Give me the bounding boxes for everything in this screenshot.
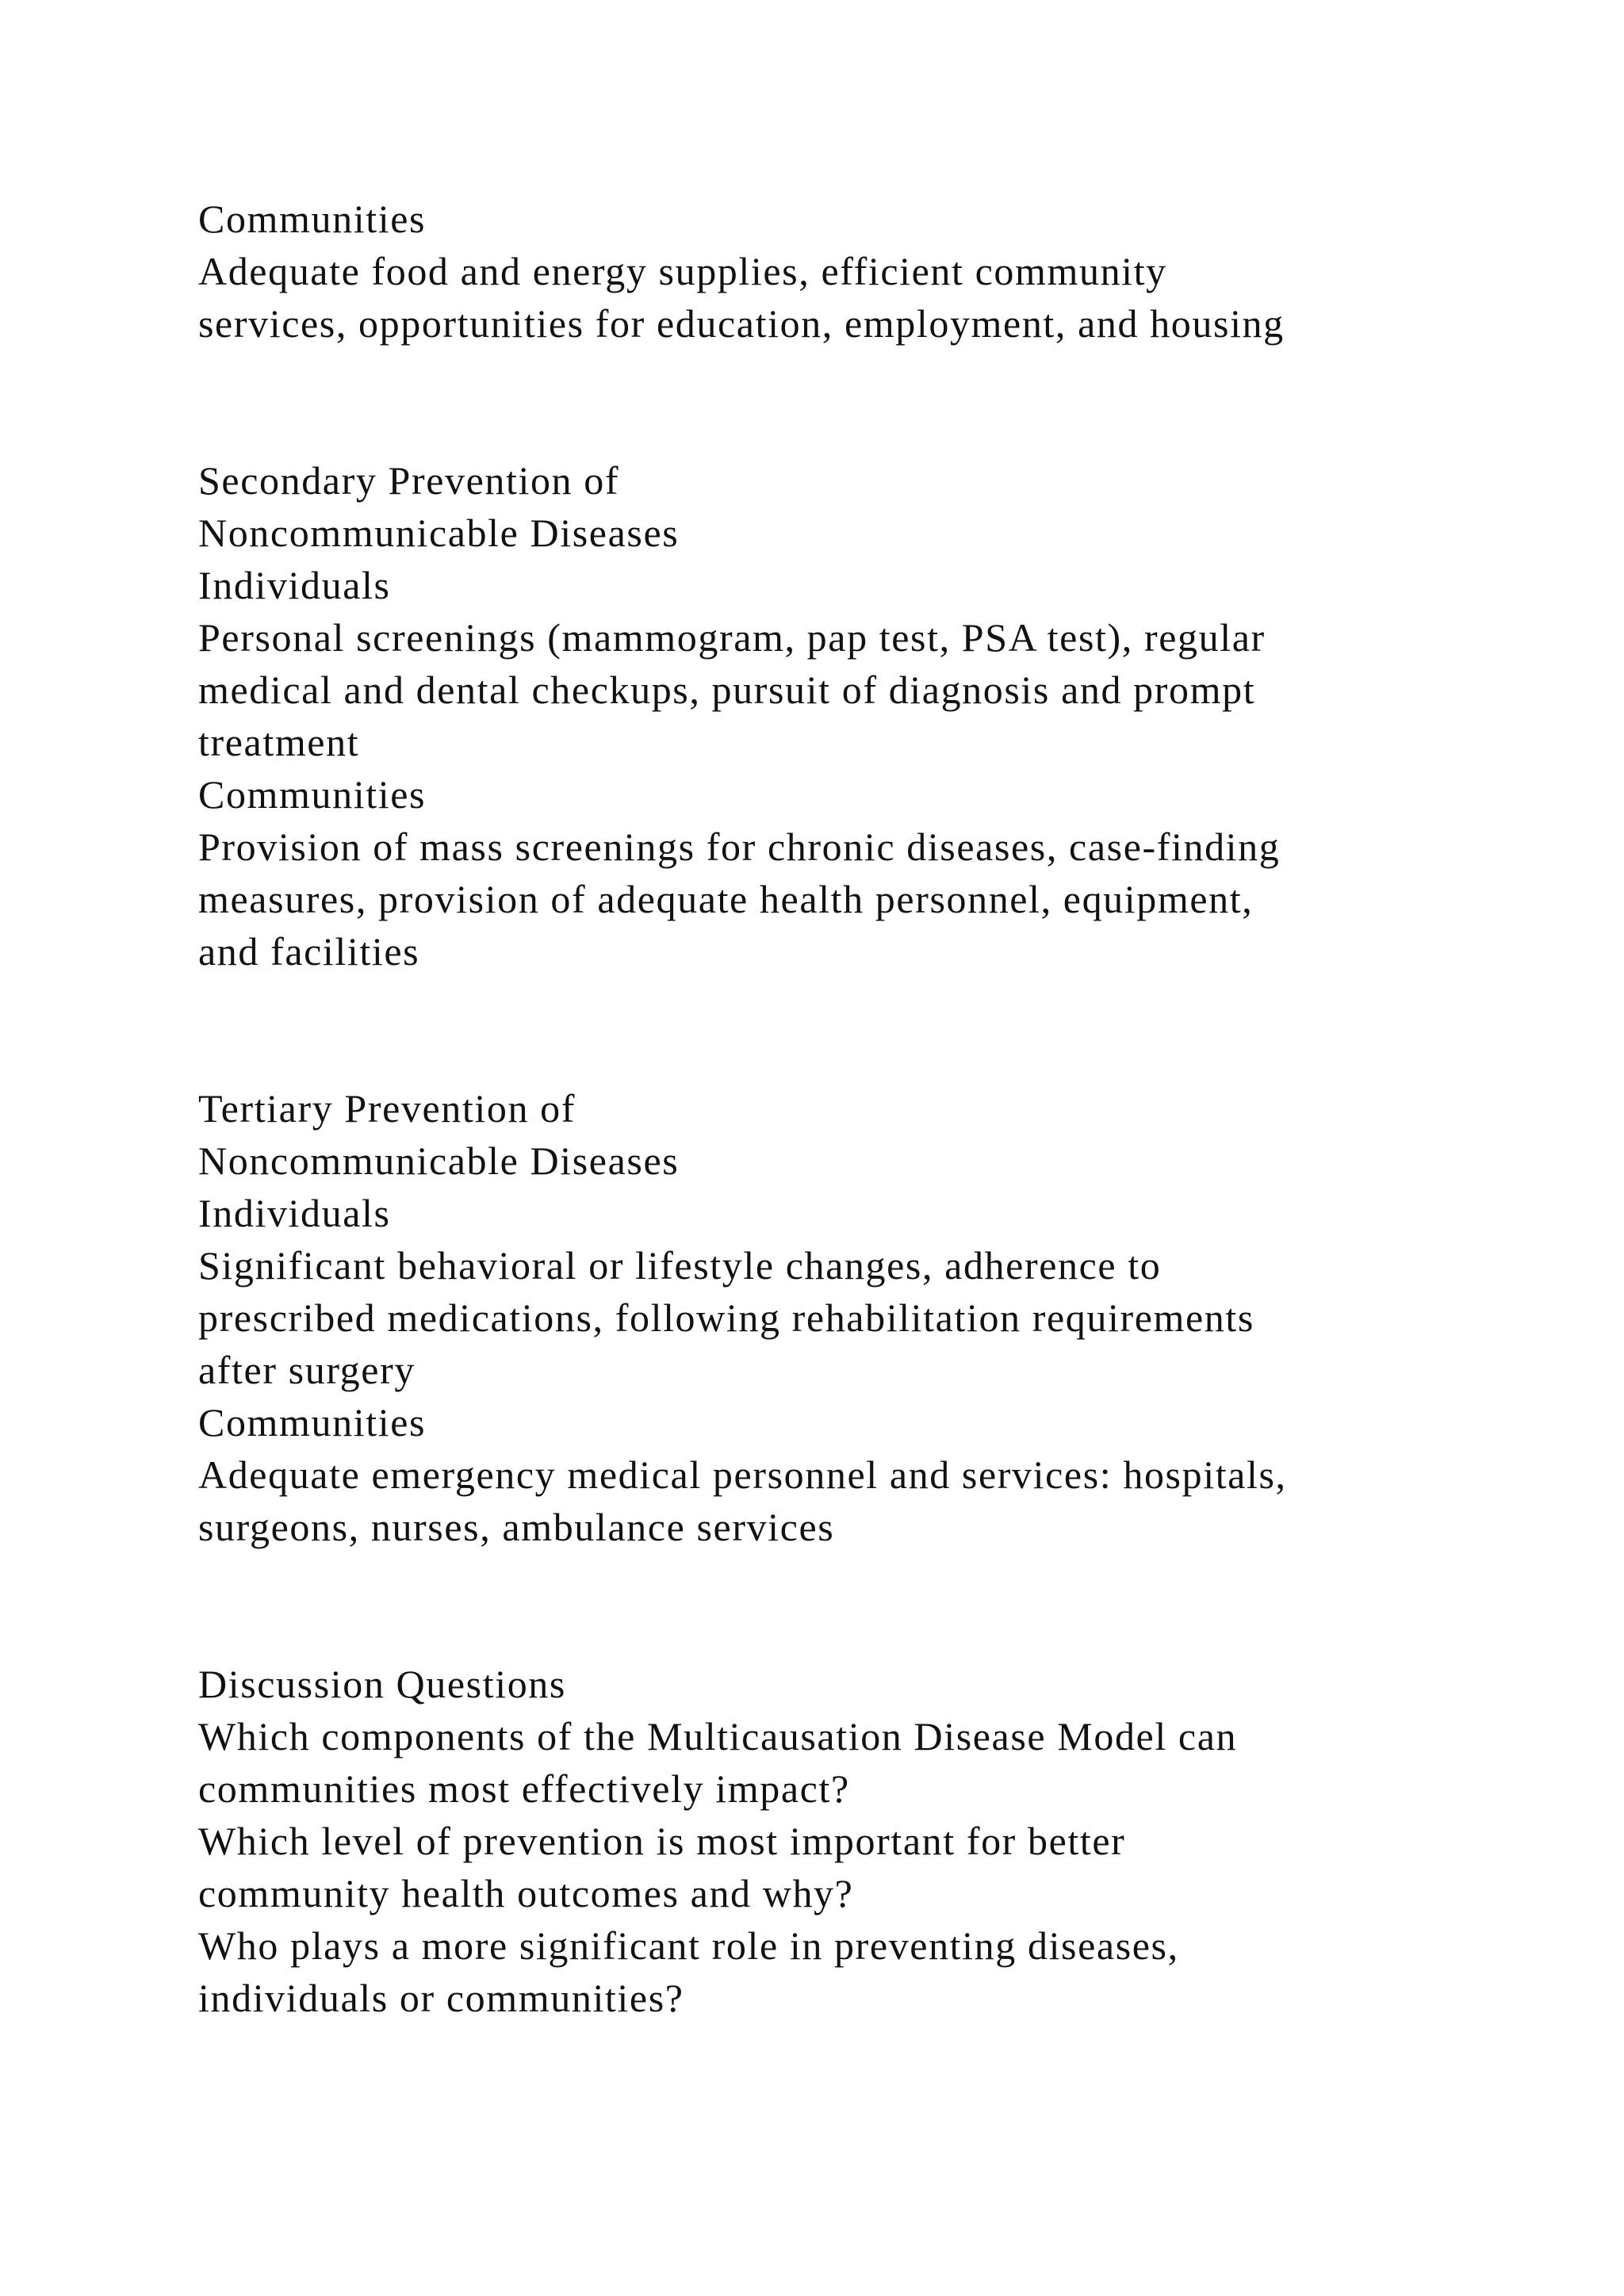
body-text-line: measures, provision of adequate health personnel, equipment, (198, 877, 1254, 921)
discussion-questions-section (198, 1658, 1546, 2024)
section-label-communities: Communities (198, 197, 427, 241)
question-text-line: community health outcomes and why? (198, 1871, 854, 1915)
section-label-communities: Communities (198, 772, 427, 817)
section-heading: Tertiary Prevention of (198, 1086, 576, 1131)
section-label-individuals: Individuals (198, 563, 391, 607)
body-text-line: treatment (198, 720, 360, 764)
body-text-line: Provision of mass screenings for chronic diseases, case-finding (198, 825, 1281, 869)
body-text-line: Adequate food and energy supplies, efficient community (198, 249, 1167, 293)
body-text-line: and facilities (198, 929, 420, 974)
body-text-line: medical and dental checkups, pursuit of diagnosis and prompt (198, 668, 1256, 712)
question-text-line: Who plays a more significant role in preventing diseases, (198, 1923, 1179, 1968)
section-spacer (198, 978, 1546, 1082)
section-label-communities: Communities (198, 1400, 427, 1445)
question-text-line: individuals or communities? (198, 1976, 684, 2020)
body-text-line: services, opportunities for education, employment, and housing (198, 301, 1285, 346)
section-heading: Secondary Prevention of (198, 458, 620, 503)
question-text-line: Which components of the Multicausation Disease Model can (198, 1714, 1238, 1758)
body-text-line: Significant behavioral or lifestyle changes, adherence to (198, 1243, 1162, 1288)
body-text-line: surgeons, nurses, ambulance services (198, 1505, 835, 1549)
section-label-individuals: Individuals (198, 1191, 391, 1235)
section-heading: Discussion Questions (198, 1662, 566, 1706)
body-text-line: Adequate emergency medical personnel and services: hospitals, (198, 1452, 1287, 1497)
question-text-line: communities most effectively impact? (198, 1766, 850, 1811)
intro-section (198, 193, 1546, 350)
section-spacer (198, 350, 1546, 454)
secondary-prevention-section (198, 454, 1546, 978)
document-body (198, 193, 1546, 2024)
body-text-line: prescribed medications, following rehabilitation requirements (198, 1295, 1254, 1340)
section-heading: Noncommunicable Diseases (198, 1138, 680, 1183)
section-spacer (198, 1553, 1546, 1658)
section-heading: Noncommunicable Diseases (198, 511, 680, 555)
tertiary-prevention-section (198, 1082, 1546, 1553)
question-text-line: Which level of prevention is most important for better (198, 1819, 1126, 1863)
body-text-line: after surgery (198, 1348, 416, 1392)
body-text-line: Personal screenings (mammogram, pap test, PSA test), regular (198, 615, 1266, 660)
